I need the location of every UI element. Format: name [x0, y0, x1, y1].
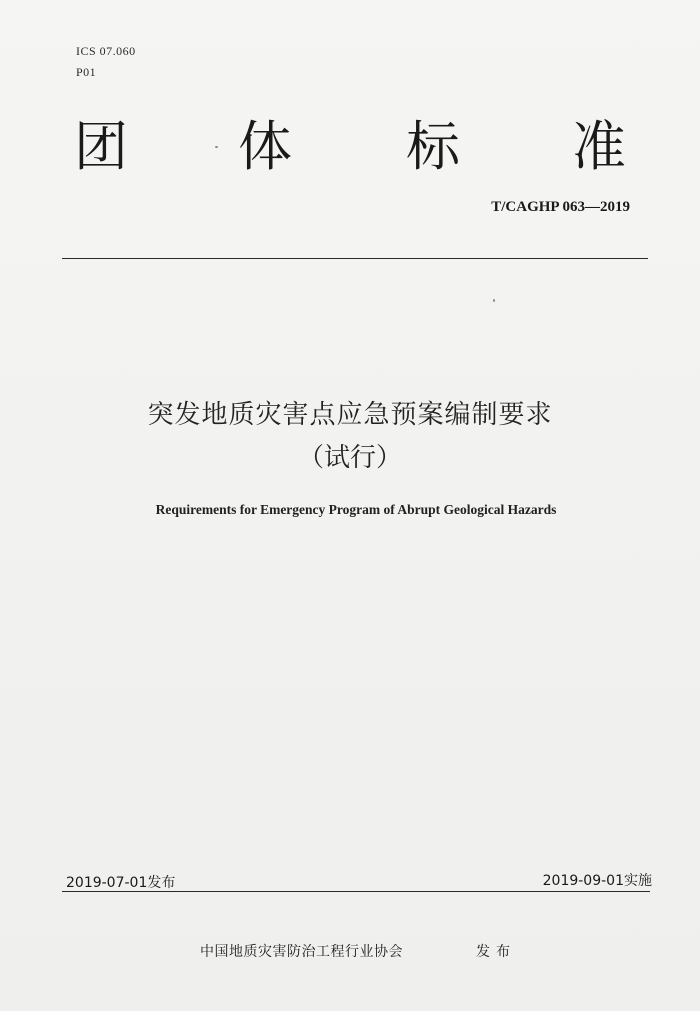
standard-type-char: 体	[238, 115, 292, 178]
standard-type-char: 准	[572, 115, 626, 178]
top-divider	[62, 258, 648, 259]
english-title: Requirements for Emergency Program of Abrupt Geological Hazards	[155, 502, 557, 517]
standard-type-char: 团	[74, 115, 128, 178]
bottom-divider	[62, 891, 650, 892]
standard-type-heading	[0, 112, 700, 182]
publisher-name: 中国地质灾害防治工程行业协会	[200, 944, 403, 960]
standard-code: T/CAGHP 063—2019	[491, 199, 630, 215]
scan-speck	[493, 299, 495, 302]
ics-code: ICS 07.060	[76, 44, 136, 58]
effective-date: 2019-09-01实施	[542, 873, 652, 889]
chinese-title: 突发地质灾害点应急预案编制要求	[147, 400, 553, 430]
scan-speck	[215, 146, 218, 148]
standard-type-char: 标	[406, 115, 460, 178]
publish-label: 发布	[476, 944, 516, 960]
ccs-code: P01	[76, 65, 97, 79]
trial-note: （试行）	[297, 443, 402, 473]
release-date: 2019-07-01发布	[66, 875, 176, 891]
